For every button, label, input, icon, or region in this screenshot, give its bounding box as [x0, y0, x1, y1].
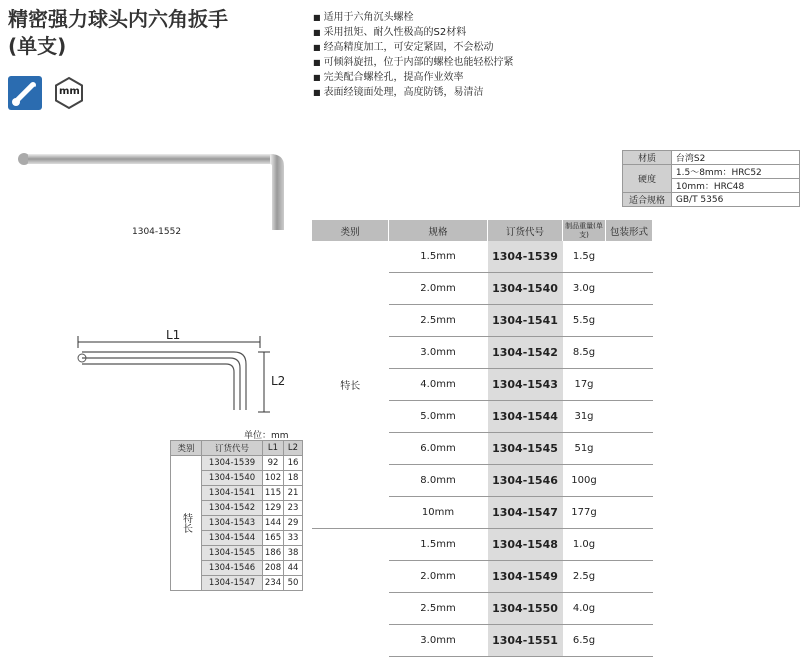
weight-cell: 177g — [563, 497, 606, 529]
code-cell: 1304-1546 — [202, 561, 263, 576]
col-header: 订货代号 — [202, 441, 263, 456]
code-cell: 1304-1548 — [488, 529, 563, 561]
code-cell: 1304-1541 — [488, 305, 563, 337]
code-cell: 1304-1547 — [488, 497, 563, 529]
code-cell: 1304-1545 — [202, 546, 263, 561]
table-row — [312, 241, 653, 273]
size-cell: 2.5mm — [389, 593, 488, 625]
package-cell — [606, 465, 653, 497]
l1-cell: 186 — [263, 546, 284, 561]
dimension-table — [170, 440, 303, 591]
col-header: L1 — [263, 441, 284, 456]
page-title — [8, 6, 228, 60]
l2-cell: 44 — [284, 561, 303, 576]
mm-hex-icon — [52, 76, 86, 110]
feature-item: ■ 完美配合螺栓孔，提高作业效率 — [313, 70, 514, 85]
code-cell: 1304-1546 — [488, 465, 563, 497]
category-cell-empty — [312, 529, 389, 657]
col-header: 制品重量(单支) — [563, 220, 606, 241]
code-cell: 1304-1539 — [202, 456, 263, 471]
size-cell: 3.0mm — [389, 625, 488, 657]
size-cell: 4.0mm — [389, 369, 488, 401]
size-cell: 2.0mm — [389, 561, 488, 593]
l1-cell: 234 — [263, 576, 284, 591]
code-cell: 1304-1540 — [488, 273, 563, 305]
package-cell — [606, 401, 653, 433]
l2-cell: 33 — [284, 531, 303, 546]
package-cell — [606, 241, 653, 273]
title-line-2: (单支) — [8, 34, 67, 58]
col-header: 包装形式 — [606, 220, 653, 241]
package-cell — [606, 273, 653, 305]
package-cell — [606, 593, 653, 625]
package-cell — [606, 529, 653, 561]
spec-table — [622, 150, 800, 207]
col-header: 订货代号 — [488, 220, 563, 241]
size-cell: 10mm — [389, 497, 488, 529]
code-cell: 1304-1549 — [488, 561, 563, 593]
dimension-diagram — [74, 328, 294, 422]
code-cell: 1304-1542 — [488, 337, 563, 369]
l1-cell: 102 — [263, 471, 284, 486]
weight-cell: 1.5g — [563, 241, 606, 273]
spec-material-key: 材质 — [623, 151, 672, 165]
code-cell: 1304-1542 — [202, 501, 263, 516]
weight-cell: 5.5g — [563, 305, 606, 337]
size-cell: 8.0mm — [389, 465, 488, 497]
package-cell — [606, 497, 653, 529]
col-header: 类别 — [171, 441, 202, 456]
l1-cell: 144 — [263, 516, 284, 531]
code-cell: 1304-1543 — [202, 516, 263, 531]
feature-item: ■ 表面经镜面处理，高度防锈，易清洁 — [313, 85, 514, 100]
table-row — [171, 456, 303, 471]
category-cell: 特长 — [340, 381, 361, 392]
code-cell: 1304-1539 — [488, 241, 563, 273]
spec-material-value: 台湾S2 — [671, 151, 799, 165]
size-cell: 3.0mm — [389, 337, 488, 369]
l1-cell: 115 — [263, 486, 284, 501]
size-cell: 1.5mm — [389, 241, 488, 273]
weight-cell: 100g — [563, 465, 606, 497]
l2-cell: 18 — [284, 471, 303, 486]
title-line-1: 精密强力球头内六角扳手 — [8, 7, 228, 31]
code-cell: 1304-1544 — [202, 531, 263, 546]
ball-end-icon — [8, 76, 42, 110]
l1-label: L1 — [166, 328, 181, 342]
package-cell — [606, 337, 653, 369]
weight-cell: 6.5g — [563, 625, 606, 657]
size-cell: 1.5mm — [389, 529, 488, 561]
feature-item: ■ 经高精度加工，可安定紧固，不会松动 — [313, 40, 514, 55]
col-header: 规格 — [389, 220, 488, 241]
package-cell — [606, 433, 653, 465]
weight-cell: 2.5g — [563, 561, 606, 593]
weight-cell: 17g — [563, 369, 606, 401]
l2-label: L2 — [271, 374, 286, 388]
package-cell — [606, 561, 653, 593]
l1-cell: 92 — [263, 456, 284, 471]
feature-list — [313, 10, 514, 100]
weight-cell: 3.0g — [563, 273, 606, 305]
spec-hardness-value-1: 1.5～8mm：HRC52 — [671, 165, 799, 179]
l2-cell: 29 — [284, 516, 303, 531]
weight-cell: 31g — [563, 401, 606, 433]
code-cell: 1304-1543 — [488, 369, 563, 401]
l2-cell: 21 — [284, 486, 303, 501]
spec-main-table — [312, 220, 653, 657]
weight-cell: 1.0g — [563, 529, 606, 561]
code-cell: 1304-1547 — [202, 576, 263, 591]
weight-cell: 8.5g — [563, 337, 606, 369]
spec-standard-key: 适合规格 — [623, 193, 672, 207]
code-cell: 1304-1551 — [488, 625, 563, 657]
feature-item: ■ 适用于六角沉头螺栓 — [313, 10, 514, 25]
unit-label: 单位：mm — [244, 431, 289, 441]
l1-cell: 208 — [263, 561, 284, 576]
wrench-photo — [14, 146, 294, 240]
feature-item: ■ 可倾斜旋扭，位于内部的螺栓也能轻松拧紧 — [313, 55, 514, 70]
product-code-label: 1304-1552 — [132, 227, 182, 237]
l2-cell: 16 — [284, 456, 303, 471]
code-cell: 1304-1540 — [202, 471, 263, 486]
spec-hardness-value-2: 10mm：HRC48 — [671, 179, 799, 193]
size-cell: 6.0mm — [389, 433, 488, 465]
size-cell: 2.0mm — [389, 273, 488, 305]
col-header: L2 — [284, 441, 303, 456]
l1-cell: 129 — [263, 501, 284, 516]
l2-cell: 38 — [284, 546, 303, 561]
size-cell: 2.5mm — [389, 305, 488, 337]
code-cell: 1304-1545 — [488, 433, 563, 465]
spec-hardness-key: 硬度 — [623, 165, 672, 193]
l2-cell: 50 — [284, 576, 303, 591]
col-header: 类别 — [312, 220, 389, 241]
category-cell: 特长 — [171, 456, 202, 591]
l1-cell: 165 — [263, 531, 284, 546]
mm-label: mm — [59, 86, 80, 97]
spec-standard-value: GB/T 5356 — [671, 193, 799, 207]
l2-cell: 23 — [284, 501, 303, 516]
package-cell — [606, 369, 653, 401]
code-cell: 1304-1541 — [202, 486, 263, 501]
table-row — [312, 529, 653, 561]
size-cell: 5.0mm — [389, 401, 488, 433]
code-cell: 1304-1544 — [488, 401, 563, 433]
package-cell — [606, 625, 653, 657]
weight-cell: 51g — [563, 433, 606, 465]
code-cell: 1304-1550 — [488, 593, 563, 625]
feature-item: ■ 采用扭矩、耐久性极高的S2材料 — [313, 25, 514, 40]
package-cell — [606, 305, 653, 337]
weight-cell: 4.0g — [563, 593, 606, 625]
